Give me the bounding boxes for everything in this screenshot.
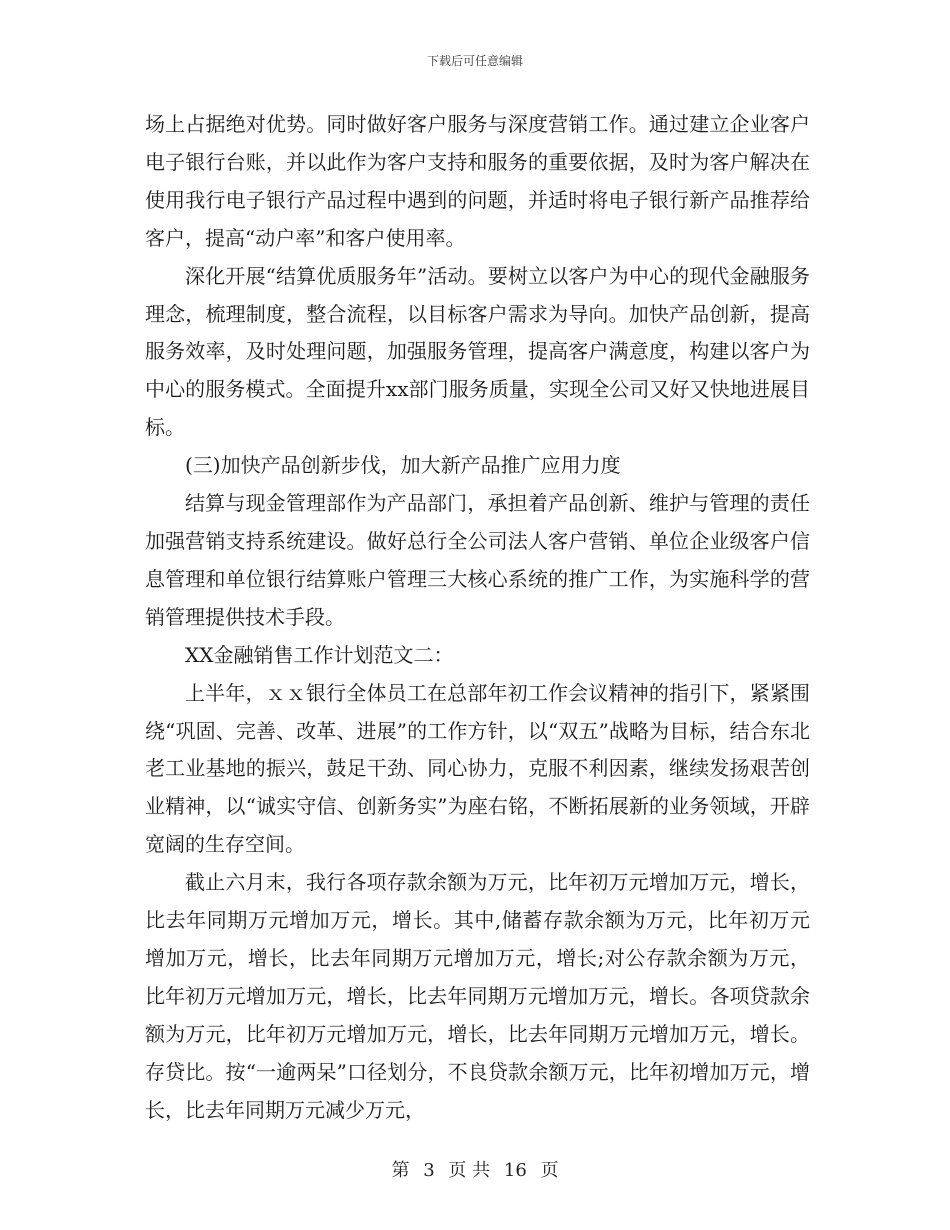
paragraph-product-dept: 结算与现金管理部作为产品部门，承担着产品创新、维护与管理的责任加强营销支持系统建设。做好总行全公司法人客户营销、单位企业级客户信息管理和单位银行结算账户管理三大核心系统的推广工作，为实施科学的营销管理提供技术手段。 — [145, 491, 810, 629]
footer-total-pages: 16 — [503, 1160, 527, 1181]
page-footer — [0, 1156, 950, 1182]
document-body — [145, 106, 810, 1129]
section-title-sample-two: XX金融销售工作计划范文二： — [185, 642, 454, 667]
footer-middle: 页 共 — [448, 1160, 491, 1181]
section-heading: (三)加快产品创新步伐，加大新产品推广应用力度 — [185, 453, 621, 478]
paragraph-service-year: 深化开展“结算优质服务年”活动。要树立以客户为中心的现代金融服务理念，梳理制度，整合流程，以目标客户需求为导向。加快产品创新，提高服务效率，及时处理问题，加强服务管理，提高客户满意度，构建以客户为中心的服务模式。全面提升xx部门服务质量，实现全公司又好又快地进展目标。 — [145, 263, 810, 440]
page-header: 下载后可任意编辑 — [426, 54, 523, 68]
paragraph-first-half: 上半年，ｘｘ银行全体员工在总部年初工作会议精神的指引下，紧紧围绕“巩固、完善、改革、进展”的工作方针，以“双五”战略为目标，结合东北老工业基地的振兴，鼓足干劲、同心协力，克服不利因素，继续发扬艰苦创业精神，以“诚实守信、创新务实”为座右铭，不断拓展新的业务领域，开辟宽阔的生存空间。 — [145, 680, 810, 857]
footer-suffix: 页 — [540, 1160, 559, 1181]
paragraph-deposits: 截止六月末，我行各项存款余额为万元，比年初万元增加万元，增长，比去年同期万元增加万元，增长。其中,储蓄存款余额为万元，比年初万元增加万元，增长，比去年同期万元增加万元，增长;对公存款余额为万元，比年初万元增加万元，增长，比去年同期万元增加万元，增长。各项贷款余额为万元，比年初万元增加万元，增长，比去年同期万元增加万元，增长。存贷比。按“一逾两呆”口径划分，不良贷款余额万元，比年初增加万元，增长，比去年同期万元减少万元， — [145, 870, 810, 1122]
footer-prefix: 第 — [391, 1160, 410, 1181]
paragraph-continuation: 场上占据绝对优势。同时做好客户服务与深度营销工作。通过建立企业客户电子银行台账，并以此作为客户支持和服务的重要依据，及时为客户解决在使用我行电子银行产品过程中遇到的问题，并适时将电子银行新产品推荐给客户，提高“动户率”和客户使用率。 — [145, 112, 810, 250]
footer-page-number: 3 — [423, 1160, 435, 1181]
